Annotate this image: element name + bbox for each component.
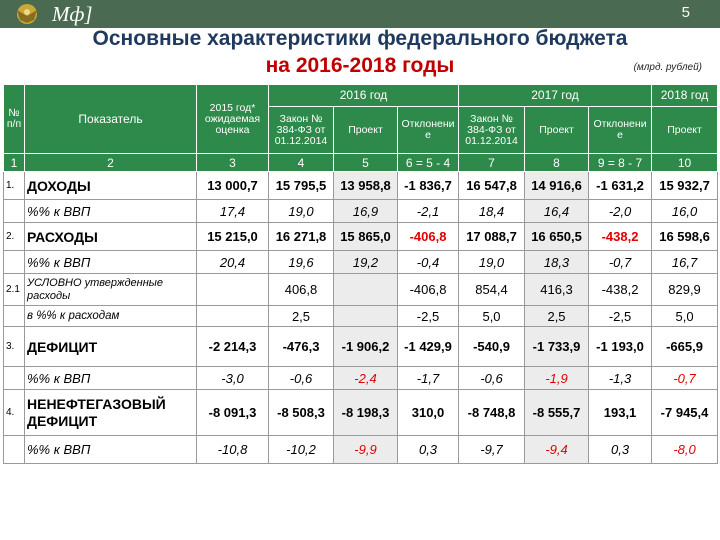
cell: -1 193,0: [589, 327, 652, 367]
cell: 16,4: [525, 200, 589, 223]
emblem-icon: [10, 2, 44, 26]
cell: -2,4: [334, 367, 398, 390]
cell: 310,0: [398, 390, 459, 436]
cell: -1,9: [525, 367, 589, 390]
header-law-2017: Закон № 384-ФЗ от 01.12.2014: [459, 107, 525, 154]
cell: 17,4: [197, 200, 269, 223]
cell: 19,6: [269, 251, 334, 274]
cell: -476,3: [269, 327, 334, 367]
cell: -0,7: [589, 251, 652, 274]
cell: -1 631,2: [589, 172, 652, 200]
cell: 829,9: [652, 274, 718, 306]
top-bar: [0, 0, 720, 28]
cell: -9,9: [334, 436, 398, 464]
budget-table: [3, 84, 718, 464]
header-2015: 2015 год* ожидаемая оценка: [197, 85, 269, 154]
cell: 5,0: [652, 306, 718, 327]
cell: 15 932,7: [652, 172, 718, 200]
cell: 18,4: [459, 200, 525, 223]
table-row: [4, 251, 718, 274]
cell: 416,3: [525, 274, 589, 306]
cell: 19,2: [334, 251, 398, 274]
cell: 406,8: [269, 274, 334, 306]
cell: -8 091,3: [197, 390, 269, 436]
brand-logo-text: Мф]: [52, 2, 93, 26]
colnum: 1: [4, 154, 25, 172]
cell: -1,3: [589, 367, 652, 390]
cell: -8 748,8: [459, 390, 525, 436]
header-deviation-2017: Отклонени е: [589, 107, 652, 154]
page-subtitle: на 2016-2018 годы: [265, 54, 455, 77]
colnum: 6 = 5 - 4: [398, 154, 459, 172]
cell: [197, 274, 269, 306]
cell: -0,6: [269, 367, 334, 390]
cell: 19,0: [269, 200, 334, 223]
cell: -540,9: [459, 327, 525, 367]
cell: 193,1: [589, 390, 652, 436]
cell: 0,3: [398, 436, 459, 464]
cell: 13 958,8: [334, 172, 398, 200]
cell: [334, 306, 398, 327]
cell: 18,3: [525, 251, 589, 274]
cell: 16 547,8: [459, 172, 525, 200]
row-label: в %% к расходам: [25, 306, 197, 327]
colnum: 8: [525, 154, 589, 172]
header-2018: 2018 год: [652, 85, 718, 107]
table-row: [4, 367, 718, 390]
colnum: 7: [459, 154, 525, 172]
row-label: %% к ВВП: [25, 251, 197, 274]
cell: -9,7: [459, 436, 525, 464]
cell: 20,4: [197, 251, 269, 274]
cell: -1 906,2: [334, 327, 398, 367]
cell: -7 945,4: [652, 390, 718, 436]
row-number: [4, 436, 25, 464]
cell: -2,5: [589, 306, 652, 327]
cell: -0,7: [652, 367, 718, 390]
cell: 13 000,7: [197, 172, 269, 200]
colnum: 3: [197, 154, 269, 172]
table-row: [4, 436, 718, 464]
cell: -2 214,3: [197, 327, 269, 367]
row-label: %% к ВВП: [25, 200, 197, 223]
row-number: [4, 367, 25, 390]
cell: 17 088,7: [459, 223, 525, 251]
row-number: 2.: [4, 223, 25, 251]
row-label: ДОХОДЫ: [25, 172, 197, 200]
colnum: 9 = 8 - 7: [589, 154, 652, 172]
row-number: 3.: [4, 327, 25, 367]
row-label: %% к ВВП: [25, 436, 197, 464]
cell: 15 865,0: [334, 223, 398, 251]
cell: 16,7: [652, 251, 718, 274]
row-label: УСЛОВНО утвержденные расходы: [25, 274, 197, 306]
header-project-2016: Проект: [334, 107, 398, 154]
table-row: [4, 327, 718, 367]
cell: 16,9: [334, 200, 398, 223]
cell: 5,0: [459, 306, 525, 327]
units-note: (млрд. рублей): [633, 62, 702, 73]
header-2016: 2016 год: [269, 85, 459, 107]
cell: -10,2: [269, 436, 334, 464]
colnum: 5: [334, 154, 398, 172]
cell: -438,2: [589, 223, 652, 251]
row-label: ДЕФИЦИТ: [25, 327, 197, 367]
row-label: %% к ВВП: [25, 367, 197, 390]
cell: 16 598,6: [652, 223, 718, 251]
table-row: [4, 274, 718, 306]
cell: -9,4: [525, 436, 589, 464]
cell: -406,8: [398, 223, 459, 251]
colnum: 4: [269, 154, 334, 172]
cell: -1 836,7: [398, 172, 459, 200]
cell: -665,9: [652, 327, 718, 367]
table-row: [4, 306, 718, 327]
row-label: РАСХОДЫ: [25, 223, 197, 251]
header-law-2016: Закон № 384-ФЗ от 01.12.2014: [269, 107, 334, 154]
cell: -438,2: [589, 274, 652, 306]
cell: -1,7: [398, 367, 459, 390]
cell: -1 733,9: [525, 327, 589, 367]
cell: 2,5: [269, 306, 334, 327]
cell: -3,0: [197, 367, 269, 390]
cell: -8 198,3: [334, 390, 398, 436]
header-project-2017: Проект: [525, 107, 589, 154]
cell: 854,4: [459, 274, 525, 306]
header-project-2018: Проект: [652, 107, 718, 154]
cell: -2,0: [589, 200, 652, 223]
header-2017: 2017 год: [459, 85, 652, 107]
cell: [197, 306, 269, 327]
table-row: [4, 200, 718, 223]
cell: -0,6: [459, 367, 525, 390]
cell: -10,8: [197, 436, 269, 464]
cell: 16 271,8: [269, 223, 334, 251]
header-deviation-2016: Отклонени е: [398, 107, 459, 154]
row-number: [4, 251, 25, 274]
table-row: [4, 390, 718, 436]
header-num: № п/п: [4, 85, 25, 154]
row-number: 1.: [4, 172, 25, 200]
cell: 14 916,6: [525, 172, 589, 200]
row-number: [4, 200, 25, 223]
row-label: НЕНЕФТЕГАЗОВЫЙ ДЕФИЦИТ: [25, 390, 197, 436]
cell: -8 508,3: [269, 390, 334, 436]
cell: 15 215,0: [197, 223, 269, 251]
cell: -2,1: [398, 200, 459, 223]
colnum: 10: [652, 154, 718, 172]
row-number: 4.: [4, 390, 25, 436]
cell: 16,0: [652, 200, 718, 223]
table-row: [4, 172, 718, 200]
cell: [334, 274, 398, 306]
row-number: [4, 306, 25, 327]
slide-number: 5: [681, 4, 690, 21]
cell: 2,5: [525, 306, 589, 327]
cell: -8,0: [652, 436, 718, 464]
row-number: 2.1: [4, 274, 25, 306]
colnum: 2: [25, 154, 197, 172]
cell: 15 795,5: [269, 172, 334, 200]
cell: -0,4: [398, 251, 459, 274]
cell: 0,3: [589, 436, 652, 464]
cell: 16 650,5: [525, 223, 589, 251]
cell: -406,8: [398, 274, 459, 306]
cell: 19,0: [459, 251, 525, 274]
page-title: Основные характеристики федерального бюджета: [92, 27, 628, 50]
cell: -1 429,9: [398, 327, 459, 367]
cell: -8 555,7: [525, 390, 589, 436]
table-row: [4, 223, 718, 251]
cell: -2,5: [398, 306, 459, 327]
header-indicator: Показатель: [25, 85, 197, 154]
